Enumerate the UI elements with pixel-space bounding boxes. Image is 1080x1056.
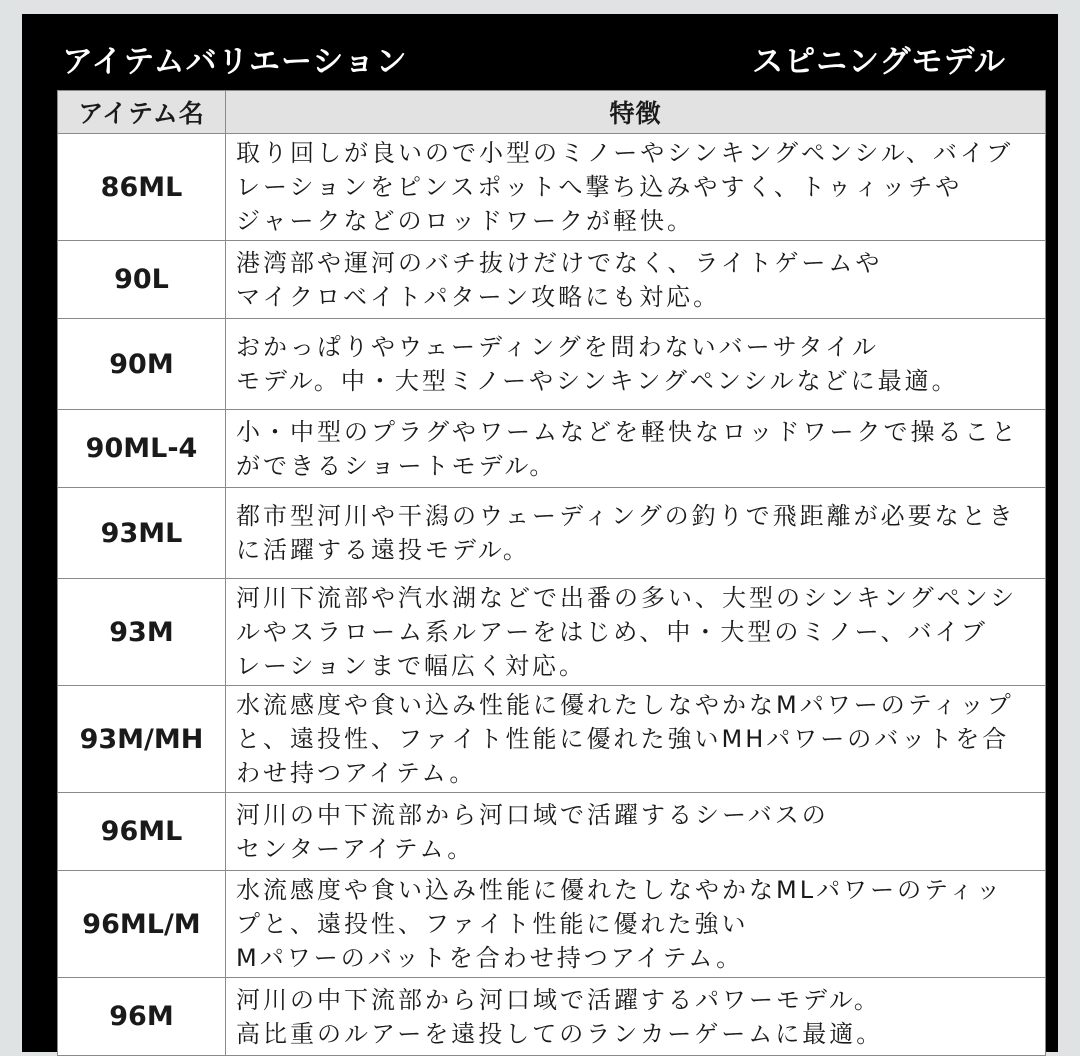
feature-line: レーションまで幅広く対応。: [236, 652, 587, 680]
item-name-cell: 96M: [58, 978, 226, 1056]
feature-line: プと、遠投性、ファイト性能に優れた強い: [236, 910, 749, 938]
item-name-cell: 93M: [58, 579, 226, 686]
item-name-cell: 93M/MH: [58, 686, 226, 793]
feature-line: 港湾部や運河のバチ抜けだけでなく、ライトゲームや: [236, 248, 883, 277]
feature-line: Mパワーのバットを合わせ持つアイテム。: [236, 944, 744, 972]
item-name-cell: 93ML: [58, 488, 226, 579]
item-table: [57, 90, 1046, 1056]
column-header-item-name: アイテム名: [58, 91, 226, 134]
table-row: [58, 978, 1046, 1056]
table-row: [58, 871, 1046, 978]
feature-line: 河川下流部や汽水湖などで出番の多い、大型のシンキングペンシ: [236, 584, 1018, 612]
item-feature-cell: [226, 871, 1046, 978]
feature-line: 取り回しが良いので小型のミノーやシンキングペンシル、バイブ: [236, 139, 1014, 167]
item-name-cell: 90ML-4: [58, 410, 226, 488]
panel-subtitle: スピニングモデル: [752, 44, 1006, 80]
feature-line: に活躍する遠投モデル。: [236, 536, 530, 564]
item-feature-cell: [226, 241, 1046, 319]
feature-line: 小・中型のプラグやワームなどを軽快なロッドワークで操ること: [236, 417, 1019, 446]
table-row: [58, 579, 1046, 686]
table-row: [58, 686, 1046, 793]
feature-line: モデル。中・大型ミノーやシンキングペンシルなどに最適。: [236, 367, 959, 395]
item-name-cell: 90M: [58, 319, 226, 410]
feature-line: レーションをピンスポットへ撃ち込みやすく、トゥィッチや: [236, 173, 963, 201]
item-name-cell: 96ML: [58, 793, 226, 871]
feature-line: と、遠投性、ファイト性能に優れた強いMHパワーのバットを合: [236, 725, 1010, 753]
item-feature-cell: [226, 134, 1046, 241]
table-row: [58, 410, 1046, 488]
item-feature-cell: [226, 410, 1046, 488]
feature-line: ルやスラローム系ルアーをはじめ、中・大型のミノー、バイブ: [236, 618, 988, 646]
feature-line: 都市型河川や干潟のウェーディングの釣りで飛距離が必要なとき: [236, 502, 1016, 530]
panel-title: アイテムバリエーション: [62, 44, 408, 80]
feature-line: センターアイテム。: [236, 834, 475, 863]
item-feature-cell: [226, 488, 1046, 579]
table-row: [58, 793, 1046, 871]
feature-line: 河川の中下流部から河口域で活躍するシーバスの: [236, 800, 829, 829]
feature-line: 高比重のルアーを遠投してのランカーゲームに最適。: [236, 1019, 884, 1048]
table-row: [58, 134, 1046, 241]
feature-line: 水流感度や食い込み性能に優れたしなやかなMパワーのティップ: [236, 691, 1014, 719]
item-variation-panel: [22, 14, 1058, 1052]
item-feature-cell: [226, 319, 1046, 410]
table-row: [58, 319, 1046, 410]
item-feature-cell: [226, 978, 1046, 1056]
feature-line: マイクロベイトパターン攻略にも対応。: [236, 282, 721, 311]
column-header-features: 特徴: [226, 91, 1046, 134]
feature-line: わせ持つアイテム。: [236, 759, 477, 787]
feature-line: ジャークなどのロッドワークが軽快。: [236, 207, 695, 235]
table-header-row: [58, 91, 1046, 134]
feature-line: おかっぱりやウェーディングを問わないバーサタイル: [236, 333, 879, 361]
table-body: [58, 134, 1046, 1056]
table-row: [58, 241, 1046, 319]
table-row: [58, 488, 1046, 579]
item-feature-cell: [226, 579, 1046, 686]
feature-line: 水流感度や食い込み性能に優れたしなやかなMLパワーのティッ: [236, 876, 1004, 904]
feature-line: 河川の中下流部から河口域で活躍するパワーモデル。: [236, 985, 881, 1014]
item-name-cell: 90L: [58, 241, 226, 319]
item-name-cell: 86ML: [58, 134, 226, 241]
item-name-cell: 96ML/M: [58, 871, 226, 978]
item-feature-cell: [226, 793, 1046, 871]
item-feature-cell: [226, 686, 1046, 793]
feature-line: ができるショートモデル。: [236, 451, 557, 480]
